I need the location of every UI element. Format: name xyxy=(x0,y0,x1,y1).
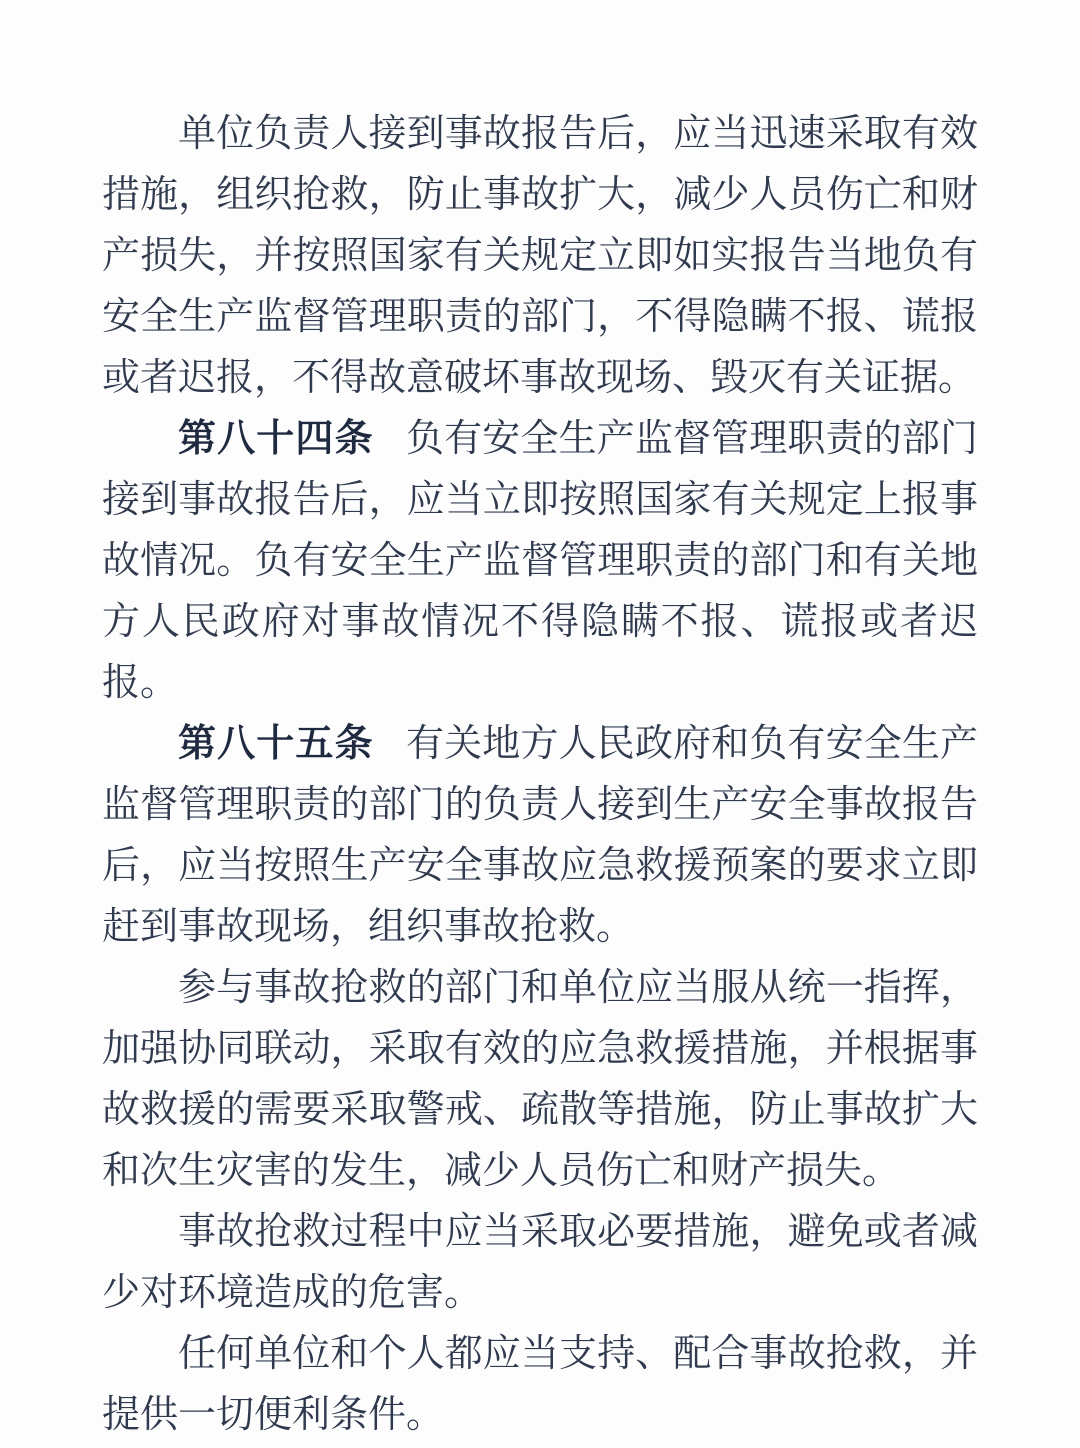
paragraph xyxy=(102,1324,978,1446)
paragraph xyxy=(102,1202,978,1324)
paragraph-text: 参与事故抢救的部门和单位应当服从统一指挥，加强协同联动，采取有效的应急救援措施，并根据事故救援的需要采取警戒、疏散等措施，防止事故扩大和次生灾害的发生，减少人员伤亡和财产损失。 xyxy=(102,967,978,1192)
document-body xyxy=(102,104,978,1446)
paragraph-text: 任何单位和个人都应当支持、配合事故抢救，并提供一切便利条件。 xyxy=(102,1333,978,1436)
paragraph-article-84 xyxy=(102,409,978,714)
paragraph-article-85 xyxy=(102,714,978,958)
article-number-label: 第八十五条 xyxy=(178,723,374,765)
paragraph-text: 单位负责人接到事故报告后，应当迅速采取有效措施，组织抢救，防止事故扩大，减少人员伤亡和财产损失，并按照国家有关规定立即如实报告当地负有安全生产监督管理职责的部门，不得隐瞒不报、谎报或者迟报，不得故意破坏事故现场、毁灭有关证据。 xyxy=(102,113,978,399)
article-number-label: 第八十四条 xyxy=(178,418,374,460)
paragraph xyxy=(102,104,978,409)
paragraph-text: 事故抢救过程中应当采取必要措施，避免或者减少对环境造成的危害。 xyxy=(102,1211,978,1314)
paragraph-text: 负有安全生产监督管理职责的部门接到事故报告后，应当立即按照国家有关规定上报事故情况。负有安全生产监督管理职责的部门和有关地方人民政府对事故情况不得隐瞒不报、谎报或者迟报。 xyxy=(102,418,978,704)
paragraph xyxy=(102,958,978,1202)
paragraph-text: 有关地方人民政府和负有安全生产监督管理职责的部门的负责人接到生产安全事故报告后，应当按照生产安全事故应急救援预案的要求立即赶到事故现场，组织事故抢救。 xyxy=(102,723,978,948)
